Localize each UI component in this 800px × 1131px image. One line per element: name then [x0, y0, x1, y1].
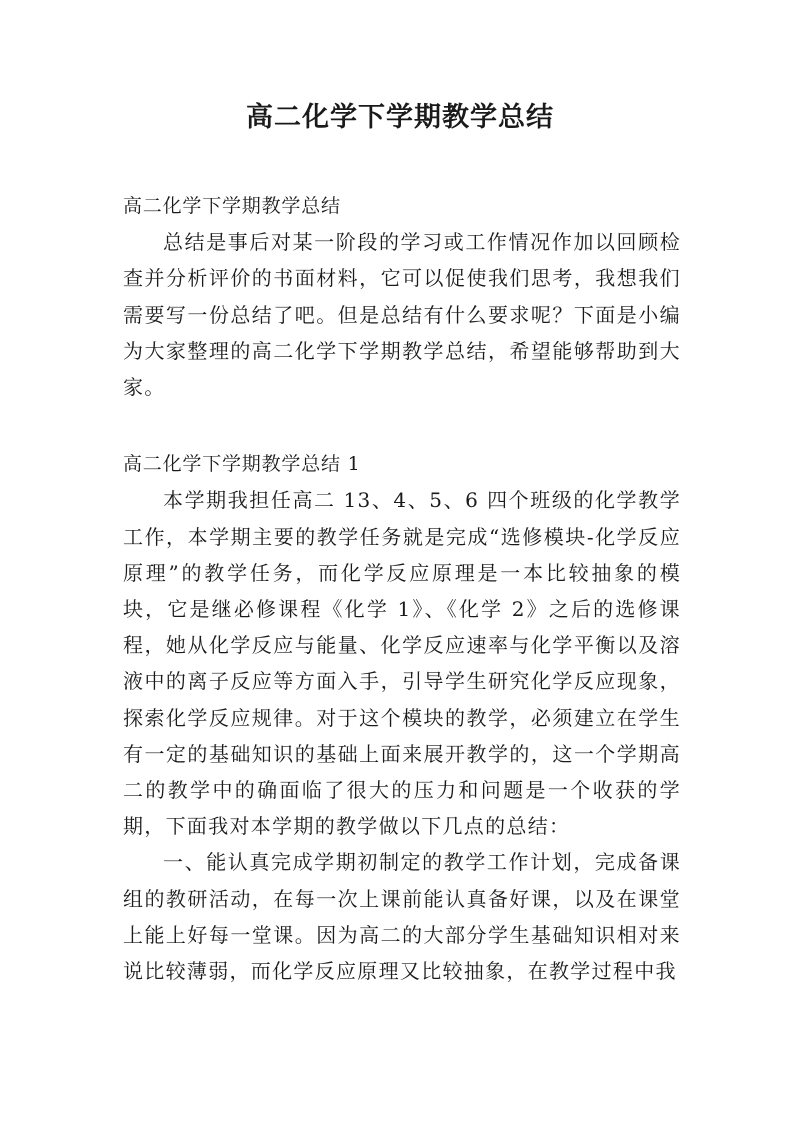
section-spacer — [123, 405, 681, 446]
intro-paragraph: 总结是事后对某一阶段的学习或工作情况作加以回顾检查并分析评价的书面材料，它可以促使我们思考，我想我们需要写一份总结了吧。但是总结有什么要求呢？下面是小编为大家整理的高二化学下学期教学总结，希望能够帮助到大家。 — [123, 230, 681, 400]
document-body — [123, 188, 681, 989]
intro-heading: 高二化学下学期教学总结 — [123, 195, 341, 217]
section1-paragraph-2: 一、能认真完成学期初制定的教学工作计划，完成备课组的教研活动，在每一次上课前能认真备好课，以及在课堂上能上好每一堂课。因为高二的大部分学生基础知识相对来说比较薄弱，而化学反应原理又比较抽象，在教学过程中我 — [123, 850, 681, 984]
document-title: 高二化学下学期教学总结 — [246, 102, 554, 133]
section1-paragraph-1: 本学期我担任高二 13、4、5、6 四个班级的化学教学工作，本学期主要的教学任务就是完成“选修模块-化学反应原理”的教学任务，而化学反应原理是一本比较抽象的模块，它是继必修课程《化学 1》、《化学 2》之后的选修课程，她从化学反应与能量、化学反应速率与化学平衡以及溶液中的离子反应等方面入手，引导学生研究化学反应现象，探索化学反应规律。对于这个模块的教学，必须建立在学生有一定的基础知识的基础上面来展开教学的，这一个学期高二的教学中的确面临了很大的压力和问题是一个收获的学期，下面我对本学期的教学做以下几点的总结： — [123, 488, 681, 839]
section1-heading: 高二化学下学期教学总结 1 — [123, 453, 361, 476]
